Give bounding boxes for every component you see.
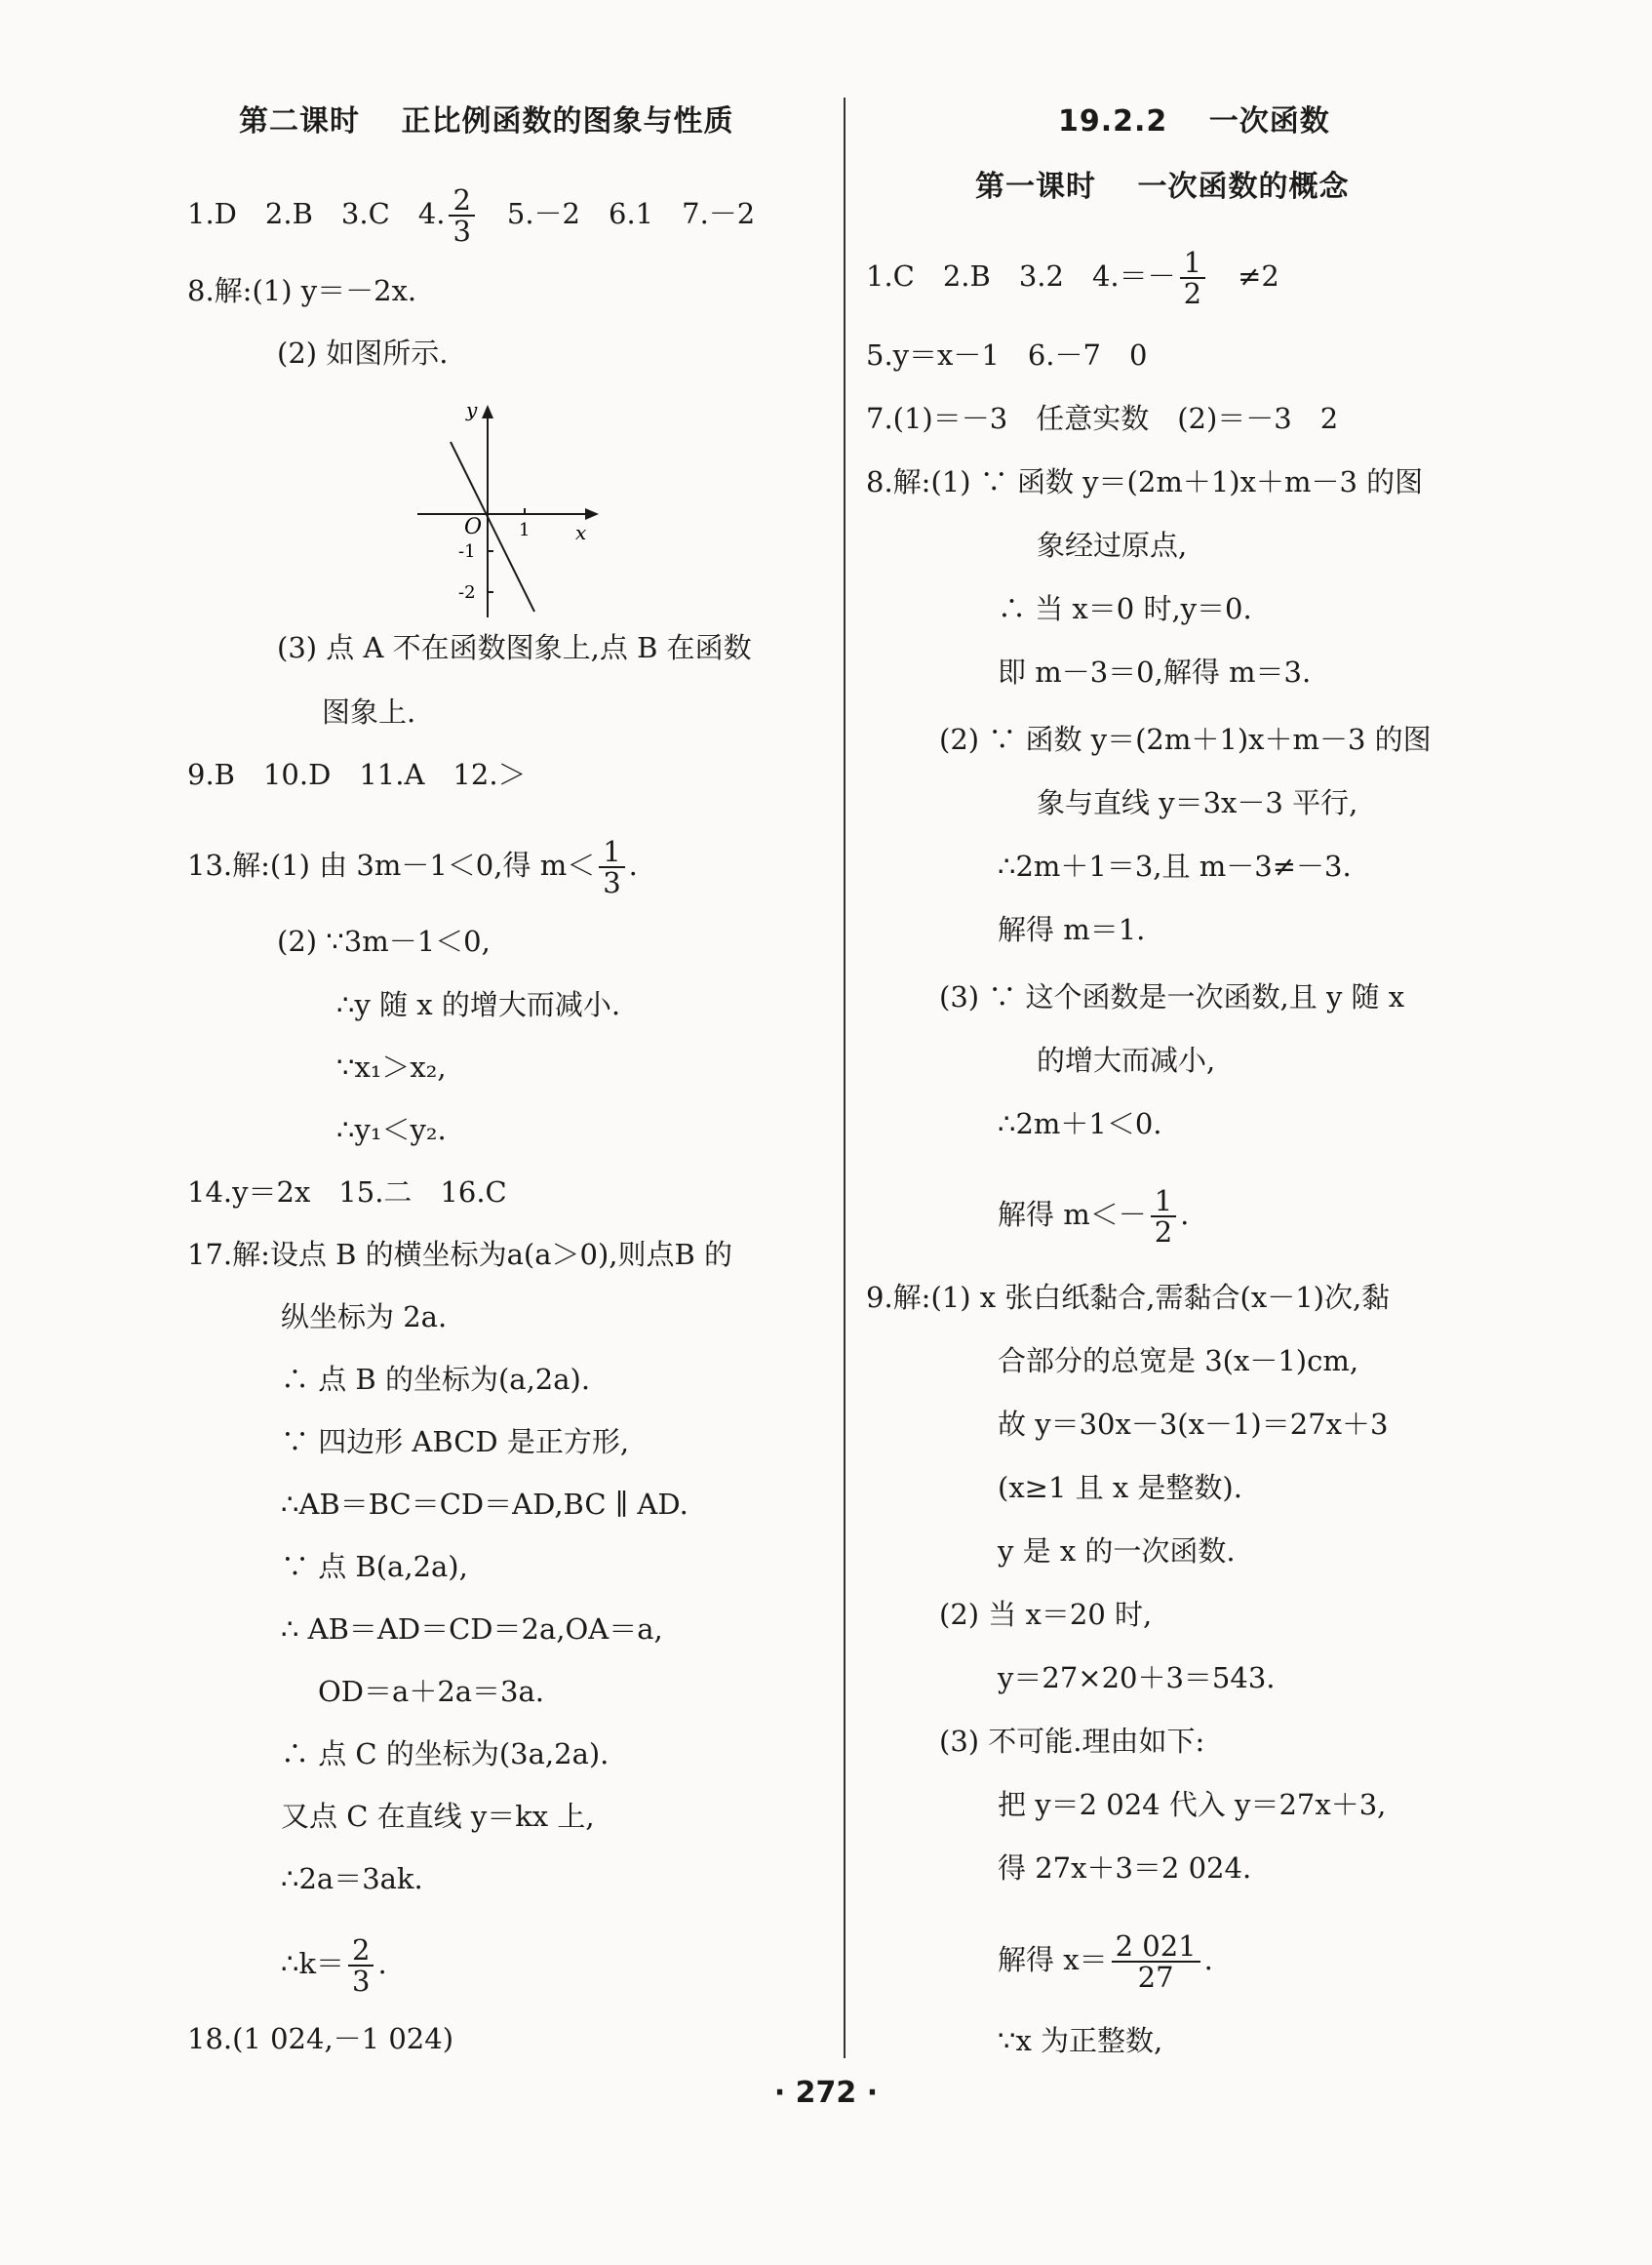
answer-13-step3: ∴y₁＜y₂. [336, 1113, 447, 1146]
answers-9-12: 9.B 10.D 11.A 12.＞ [187, 758, 527, 791]
right-section-title: 19.2.2 一次函数 [1058, 104, 1330, 139]
tick-label-m1: -1 [458, 541, 476, 562]
r-answer-8-line6: 象与直线 y＝3x－3 平行, [1037, 786, 1358, 819]
answer-18: 18.(1 024,－1 024) [187, 2022, 454, 2055]
tick-label-1: 1 [519, 520, 531, 540]
fraction-1-3: $\frac{1}{3}$ [599, 837, 624, 897]
y-axis-label: y [466, 398, 478, 421]
r-answer-8-line9: (3) ∵ 这个函数是一次函数,且 y 随 x [939, 980, 1405, 1013]
answer-13-part1: 13.解:(1) 由 3m－1＜0,得 m＜ $\frac{1}{3}$ . [187, 835, 638, 899]
answer-17-line11: ∴2a＝3ak. [281, 1862, 423, 1895]
r-answer-9-line10: 得 27x＋3＝2 024. [998, 1851, 1252, 1885]
r-answer-9-line5: y 是 x 的一次函数. [998, 1534, 1236, 1568]
fraction-2-3: $\frac{2}{3}$ [449, 185, 474, 246]
answer-17-line6: ∵ 点 B(a,2a), [281, 1550, 468, 1583]
fraction-1-2-m: $\frac{1}{2}$ [1151, 1186, 1176, 1247]
fraction-1-2: $\frac{1}{2}$ [1180, 248, 1205, 308]
answer-8-part3-cont: 图象上. [322, 695, 416, 729]
r-answer-9-line8: (3) 不可能.理由如下: [939, 1725, 1205, 1758]
answer-13-step1: ∴y 随 x 的增大而减小. [336, 988, 621, 1021]
answer-17-line1: 17.解:设点 B 的横坐标为a(a＞0),则点B 的 [187, 1238, 733, 1271]
r-answer-9-line4: (x≥1 且 x 是整数). [998, 1471, 1242, 1504]
answer-17-line2: 纵坐标为 2a. [281, 1300, 448, 1333]
r-answer-9-line2: 合部分的总宽是 3(x－1)cm, [998, 1344, 1359, 1377]
fraction-2021-27: $\frac{2 021}{27}$ [1112, 1931, 1200, 1992]
answer-17-line3: ∴ 点 B 的坐标为(a,2a). [281, 1363, 591, 1396]
r-answer-8-line5: (2) ∵ 函数 y＝(2m＋1)x＋m－3 的图 [939, 723, 1432, 756]
r-answer-9-line3: 故 y＝30x－3(x－1)＝27x＋3 [998, 1408, 1389, 1441]
answer-17-line4: ∵ 四边形 ABCD 是正方形, [281, 1425, 630, 1458]
r-answer-7: 7.(1)＝－3 任意实数 (2)＝－3 2 [866, 402, 1339, 435]
r-answer-8-line8: 解得 m＝1. [998, 913, 1146, 946]
x-axis-label: x [575, 521, 587, 544]
column-divider [844, 98, 846, 2058]
r-answer-8-line7: ∴2m＋1＝3,且 m－3≠－3. [998, 850, 1352, 883]
right-subsection-title: 第一课时 一次函数的概念 [975, 170, 1350, 204]
r-answers-5-6: 5.y＝x－1 6.－7 0 [866, 338, 1148, 372]
answer-13-part2: (2) ∵3m－1＜0, [277, 925, 491, 958]
page-number: · 272 · [773, 2076, 879, 2110]
origin-label: O [464, 515, 483, 539]
answer-8-part1: 8.解:(1) y＝－2x. [187, 274, 417, 307]
tick-label-m2: -2 [458, 582, 476, 603]
r-answer-8-line10: 的增大而减小, [1037, 1044, 1216, 1077]
r-answers-1-4: 1.C 2.B 3.2 4.＝－ $\frac{1}{2}$ ≠2 [866, 246, 1279, 310]
answers-1-7: 1.D 2.B 3.C 4. $\frac{2}{3}$ 5.－2 6.1 7.－2 [187, 183, 756, 248]
answer-8-part2: (2) 如图所示. [277, 337, 449, 370]
r-answer-9-line9: 把 y＝2 024 代入 y＝27x＋3, [998, 1788, 1387, 1821]
r-answer-8-line3: ∴ 当 x＝0 时,y＝0. [998, 592, 1252, 625]
answer-17-line5: ∴AB＝BC＝CD＝AD,BC ∥ AD. [281, 1488, 688, 1521]
r-answer-8-line1: 8.解:(1) ∵ 函数 y＝(2m＋1)x＋m－3 的图 [866, 465, 1424, 498]
answer-17-line8: OD＝a＋2a＝3a. [318, 1675, 545, 1708]
r-answer-9-line12: ∵x 为正整数, [998, 2024, 1163, 2057]
r-answer-9-line6: (2) 当 x＝20 时, [939, 1598, 1153, 1631]
answer-17-line9: ∴ 点 C 的坐标为(3a,2a). [281, 1737, 610, 1770]
r-answer-8-line4: 即 m－3＝0,解得 m＝3. [998, 656, 1312, 689]
r-answer-9-line7: y＝27×20＋3＝543. [998, 1661, 1276, 1694]
left-section-title: 第二课时 正比例函数的图象与性质 [239, 104, 734, 139]
r-answer-9-line11: 解得 x＝ $\frac{2 021}{27}$ . [998, 1929, 1213, 1994]
answer-17-line12: ∴k＝ $\frac{2}{3}$ . [281, 1933, 387, 1998]
fraction-2-3-k: $\frac{2}{3}$ [348, 1935, 374, 1996]
answers-14-16: 14.y＝2x 15.二 16.C [187, 1175, 507, 1209]
answer-17-line7: ∴ AB＝AD＝CD＝2a,OA＝a, [281, 1612, 663, 1646]
answer-17-line10: 又点 C 在直线 y＝kx 上, [281, 1800, 595, 1833]
r-answer-8-line11: ∴2m＋1＜0. [998, 1107, 1162, 1140]
r-answer-8-line2: 象经过原点, [1037, 529, 1188, 562]
function-graph [410, 395, 605, 624]
r-answer-8-line12: 解得 m＜－ $\frac{1}{2}$ . [998, 1184, 1190, 1249]
r-answer-9-line1: 9.解:(1) x 张白纸黏合,需黏合(x－1)次,黏 [866, 1281, 1391, 1314]
answer-8-part3: (3) 点 A 不在函数图象上,点 B 在函数 [277, 631, 752, 664]
answer-13-step2: ∵x₁＞x₂, [336, 1051, 447, 1084]
